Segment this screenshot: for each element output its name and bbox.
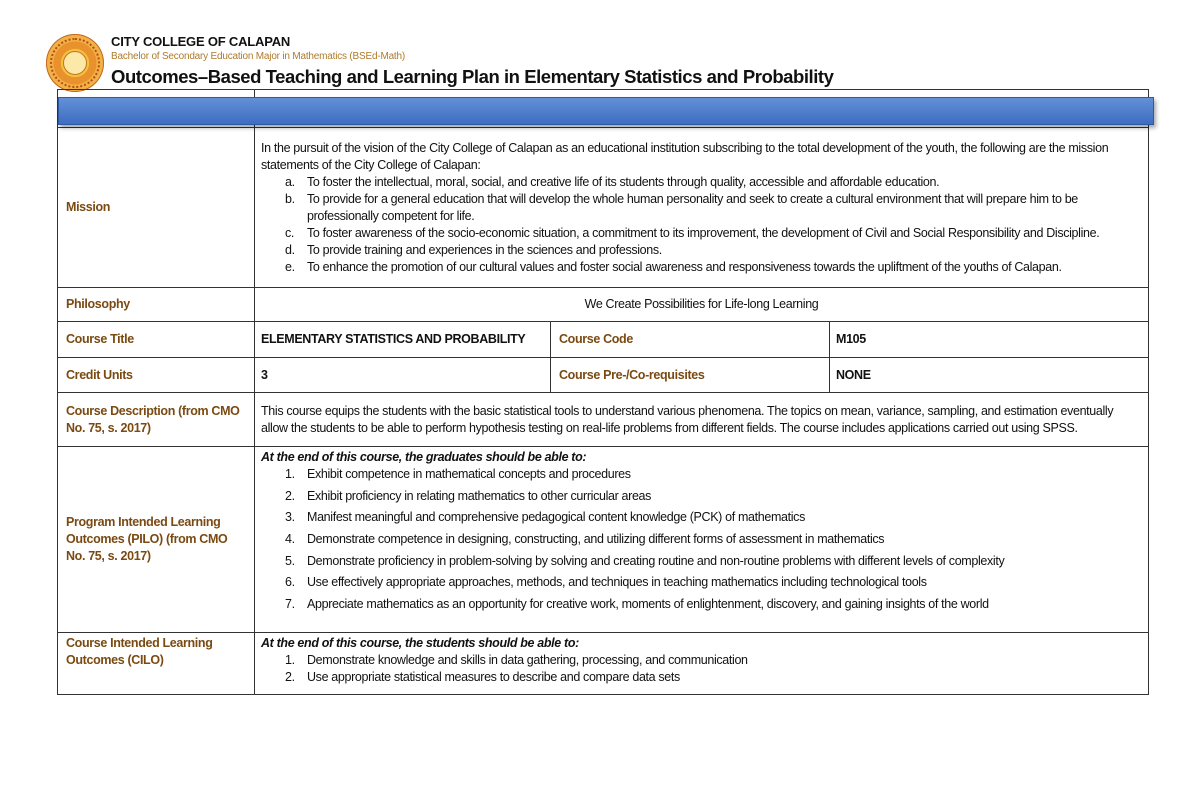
list-item: 5. Demonstrate proficiency in problem-solving by solving and creating routine and non-routine problems with different levels of complexity	[285, 553, 1005, 568]
list-item: 7. Appreciate mathematics as an opportunity for creative work, moments of enlightenment, discovery, and gaining insights of the world	[285, 597, 989, 612]
pilo-content	[255, 447, 1149, 633]
pilo-row	[58, 447, 1149, 633]
mission-content	[255, 128, 1149, 288]
college-name: CITY COLLEGE OF CALAPAN	[111, 34, 291, 49]
philosophy-value: We Create Possibilities for Life-long Learning	[255, 288, 1149, 322]
list-item: b. To provide for a general education that will develop the whole human personality and seek to create a cultural environment that will prepare him to be professionally competent for life.	[285, 191, 1078, 223]
list-item: d. To provide training and experiences in the sciences and professions.	[285, 242, 662, 257]
philosophy-label: Philosophy	[58, 288, 255, 322]
program-name: Bachelor of Secondary Education Major in Mathematics (BSEd-Math)	[111, 51, 406, 62]
course-code-value: M105	[830, 322, 1149, 358]
list-item: c. To foster awareness of the socio-economic situation, a commitment to its improvement, the development of Civil and Social Responsibility and Discipline.	[285, 225, 1100, 240]
cilo-lead: At the end of this course, the students should be able to:	[261, 636, 579, 650]
seal-center	[63, 51, 87, 75]
cilo-label: Course Intended Learning Outcomes (CILO)	[58, 633, 255, 695]
credit-units-value: 3	[255, 358, 551, 393]
description-value: This course equips the students with the basic statistical tools to understand various phenomena. The topics on mean, variance, sampling, and estimation eventually allow the students to be able to perform hypothesis testing on real-life problems from different fields. The course includes applications carried out using SPSS.	[255, 393, 1149, 447]
prereq-value: NONE	[830, 358, 1149, 393]
list-item: e. To enhance the promotion of our cultural values and foster social awareness and responsiveness towards the upliftment of the youths of Calapan.	[285, 259, 1062, 274]
course-title-label: Course Title	[58, 322, 255, 358]
philosophy-row	[58, 288, 1149, 322]
header-color-band	[58, 97, 1154, 125]
pilo-lead: At the end of this course, the graduates should be able to:	[261, 450, 587, 464]
list-item: 3. Manifest meaningful and comprehensive pedagogical content knowledge (PCK) of mathematics	[285, 510, 805, 525]
credit-units-row	[58, 358, 1149, 393]
college-seal-logo	[46, 34, 104, 92]
description-label: Course Description (from CMO No. 75, s. 2017)	[58, 393, 255, 447]
course-code-label: Course Code	[551, 322, 830, 358]
course-title-value: ELEMENTARY STATISTICS AND PROBABILITY	[255, 322, 551, 358]
cilo-content	[255, 633, 1149, 695]
mission-label: Mission	[58, 128, 255, 288]
prereq-label: Course Pre-/Co-requisites	[551, 358, 830, 393]
mission-row	[58, 128, 1149, 288]
cilo-row	[58, 633, 1149, 695]
credit-units-label: Credit Units	[58, 358, 255, 393]
mission-list	[261, 174, 1142, 276]
mission-intro: In the pursuit of the vision of the City College of Calapan as an educational institution subscribing to the total development of the youth, the following are the mission statements of the City College of Calapan:	[261, 140, 1109, 172]
cilo-list	[261, 652, 1142, 686]
document-title: Outcomes–Based Teaching and Learning Plan in Elementary Statistics and Probability	[111, 66, 834, 87]
pilo-list	[261, 466, 1142, 613]
list-item: 4. Demonstrate competence in designing, constructing, and utilizing different forms of assessment in mathematics	[285, 532, 885, 547]
list-item: 6. Use effectively appropriate approaches, methods, and techniques in teaching mathematics including technological tools	[285, 575, 927, 590]
list-item: a. To foster the intellectual, moral, social, and creative life of its students through quality, accessible and affordable education.	[285, 174, 940, 189]
course-title-row	[58, 322, 1149, 358]
list-item: 2. Use appropriate statistical measures to describe and compare data sets	[285, 670, 680, 684]
list-item: 1. Exhibit competence in mathematical concepts and procedures	[285, 467, 631, 481]
plan-table	[57, 89, 1149, 695]
list-item: 1. Demonstrate knowledge and skills in data gathering, processing, and communication	[285, 653, 748, 667]
description-row	[58, 393, 1149, 447]
pilo-label: Program Intended Learning Outcomes (PILO) (from CMO No. 75, s. 2017)	[58, 447, 255, 633]
list-item: 2. Exhibit proficiency in relating mathematics to other curricular areas	[285, 488, 652, 503]
